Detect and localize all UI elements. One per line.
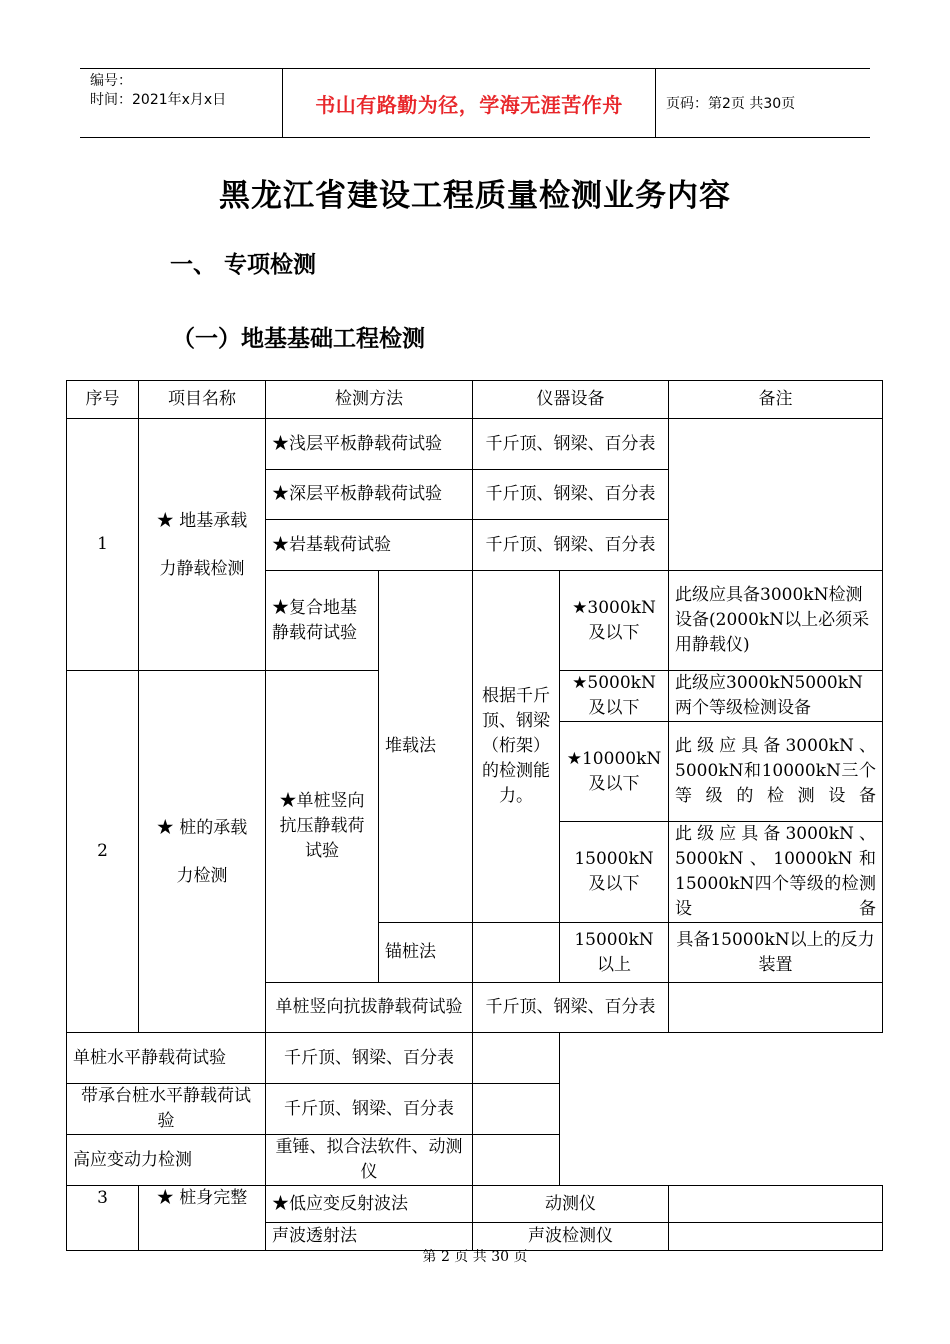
method-cell: ★单桩竖向抗压静载荷试验	[266, 671, 379, 983]
equipment-cell: 千斤顶、钢梁、百分表	[473, 520, 669, 571]
method-cell: ★浅层平板静载荷试验	[266, 419, 473, 470]
item-name-line: 力检测	[176, 865, 228, 886]
header-meta	[80, 69, 282, 137]
equipment-cell: 千斤顶、钢梁、百分表	[266, 1033, 473, 1084]
row-number: 1	[67, 419, 139, 671]
note-cell: 此级应具备3000kN、5000kN和10000kN三个等级的检测设备	[669, 722, 883, 822]
equipment-cell: 千斤顶、钢梁、百分表	[473, 983, 669, 1033]
capacity-cell: 15000kN以上	[560, 923, 669, 983]
equipment-cell: 千斤顶、钢梁、百分表	[473, 419, 669, 470]
method-cell: ★低应变反射波法	[266, 1186, 473, 1223]
note-cell	[669, 419, 883, 571]
note-cell	[473, 1033, 560, 1084]
equipment-cell: 千斤顶、钢梁、百分表	[266, 1084, 473, 1135]
capacity-cell: ★3000kN及以下	[560, 571, 669, 671]
table-row	[67, 1135, 883, 1186]
equipment-cell	[473, 923, 560, 983]
equipment-cell: 重锤、拟合法软件、动测仪	[266, 1135, 473, 1186]
note-cell: 此级应3000kN5000kN两个等级检测设备	[669, 671, 883, 722]
method-cell: 高应变动力检测	[67, 1135, 266, 1186]
table-row	[67, 419, 883, 470]
header-cell: 序号	[67, 381, 139, 419]
method-cell: 单桩水平静载荷试验	[67, 1033, 266, 1084]
inspection-table	[66, 380, 883, 1251]
method-cell: 锚桩法	[379, 923, 473, 983]
document-number-label: 编号：	[90, 73, 132, 89]
item-name	[139, 419, 266, 671]
section-heading-1: 一、 专项检测	[170, 252, 317, 278]
capacity-cell: 15000kN及以下	[560, 822, 669, 923]
row-number: 3	[67, 1186, 139, 1251]
header-cell: 备注	[669, 381, 883, 419]
note-cell	[473, 1135, 560, 1186]
equipment-cell-stack: 根据千斤顶、钢梁（桁架）的检测能力。	[473, 571, 560, 923]
table-row	[67, 1186, 883, 1223]
note-cell: 此级应具备3000kN、5000kN、10000kN和15000kN四个等级的检测设备	[669, 822, 883, 923]
note-cell: 具备15000kN以上的反力装置	[669, 923, 883, 983]
method-cell: 带承台桩水平静载荷试验	[67, 1084, 266, 1135]
header-cell: 仪器设备	[473, 381, 669, 419]
page-footer: 第 2 页 共 30 页	[422, 1249, 528, 1265]
document-title: 黑龙江省建设工程质量检测业务内容	[219, 178, 731, 214]
header-motto: 书山有路勤为径，学海无涯苦作舟	[282, 69, 656, 137]
page-header	[80, 68, 870, 138]
equipment-cell: 动测仪	[473, 1186, 669, 1223]
method-cell-stack: 堆载法	[379, 571, 473, 923]
row-number: 2	[67, 671, 139, 1033]
method-cell: 单桩竖向抗拔静载荷试验	[266, 983, 473, 1033]
header-page-info: 页码：第2页 共30页	[666, 96, 796, 112]
item-name: ★ 桩身完整	[139, 1186, 266, 1251]
method-cell: 声波透射法	[266, 1223, 473, 1251]
header-cell: 检测方法	[266, 381, 473, 419]
capacity-cell: ★10000kN及以下	[560, 722, 669, 822]
note-cell: 此级应具备3000kN检测设备(2000kN以上必须采用静载仪)	[669, 571, 883, 671]
method-cell: ★深层平板静载荷试验	[266, 470, 473, 520]
capacity-cell: ★5000kN及以下	[560, 671, 669, 722]
document-time: 时间：2021年x月x日	[90, 92, 227, 108]
note-cell	[669, 983, 883, 1033]
table-row	[67, 1033, 883, 1084]
method-cell: ★复合地基静载荷试验	[266, 571, 379, 671]
item-name-line: 力静载检测	[159, 558, 245, 579]
item-name	[139, 671, 266, 1033]
note-cell	[473, 1084, 560, 1135]
equipment-cell: 声波检测仪	[473, 1223, 669, 1251]
item-name-line: ★ 桩的承载	[156, 817, 248, 838]
header-cell: 项目名称	[139, 381, 266, 419]
section-heading-2: （一）地基基础工程检测	[172, 326, 425, 352]
equipment-cell: 千斤顶、钢梁、百分表	[473, 470, 669, 520]
item-name-line: ★ 地基承载	[156, 510, 248, 531]
table-header-row	[67, 381, 883, 419]
method-cell: ★岩基载荷试验	[266, 520, 473, 571]
table-row	[67, 1084, 883, 1135]
note-cell	[669, 1186, 883, 1223]
